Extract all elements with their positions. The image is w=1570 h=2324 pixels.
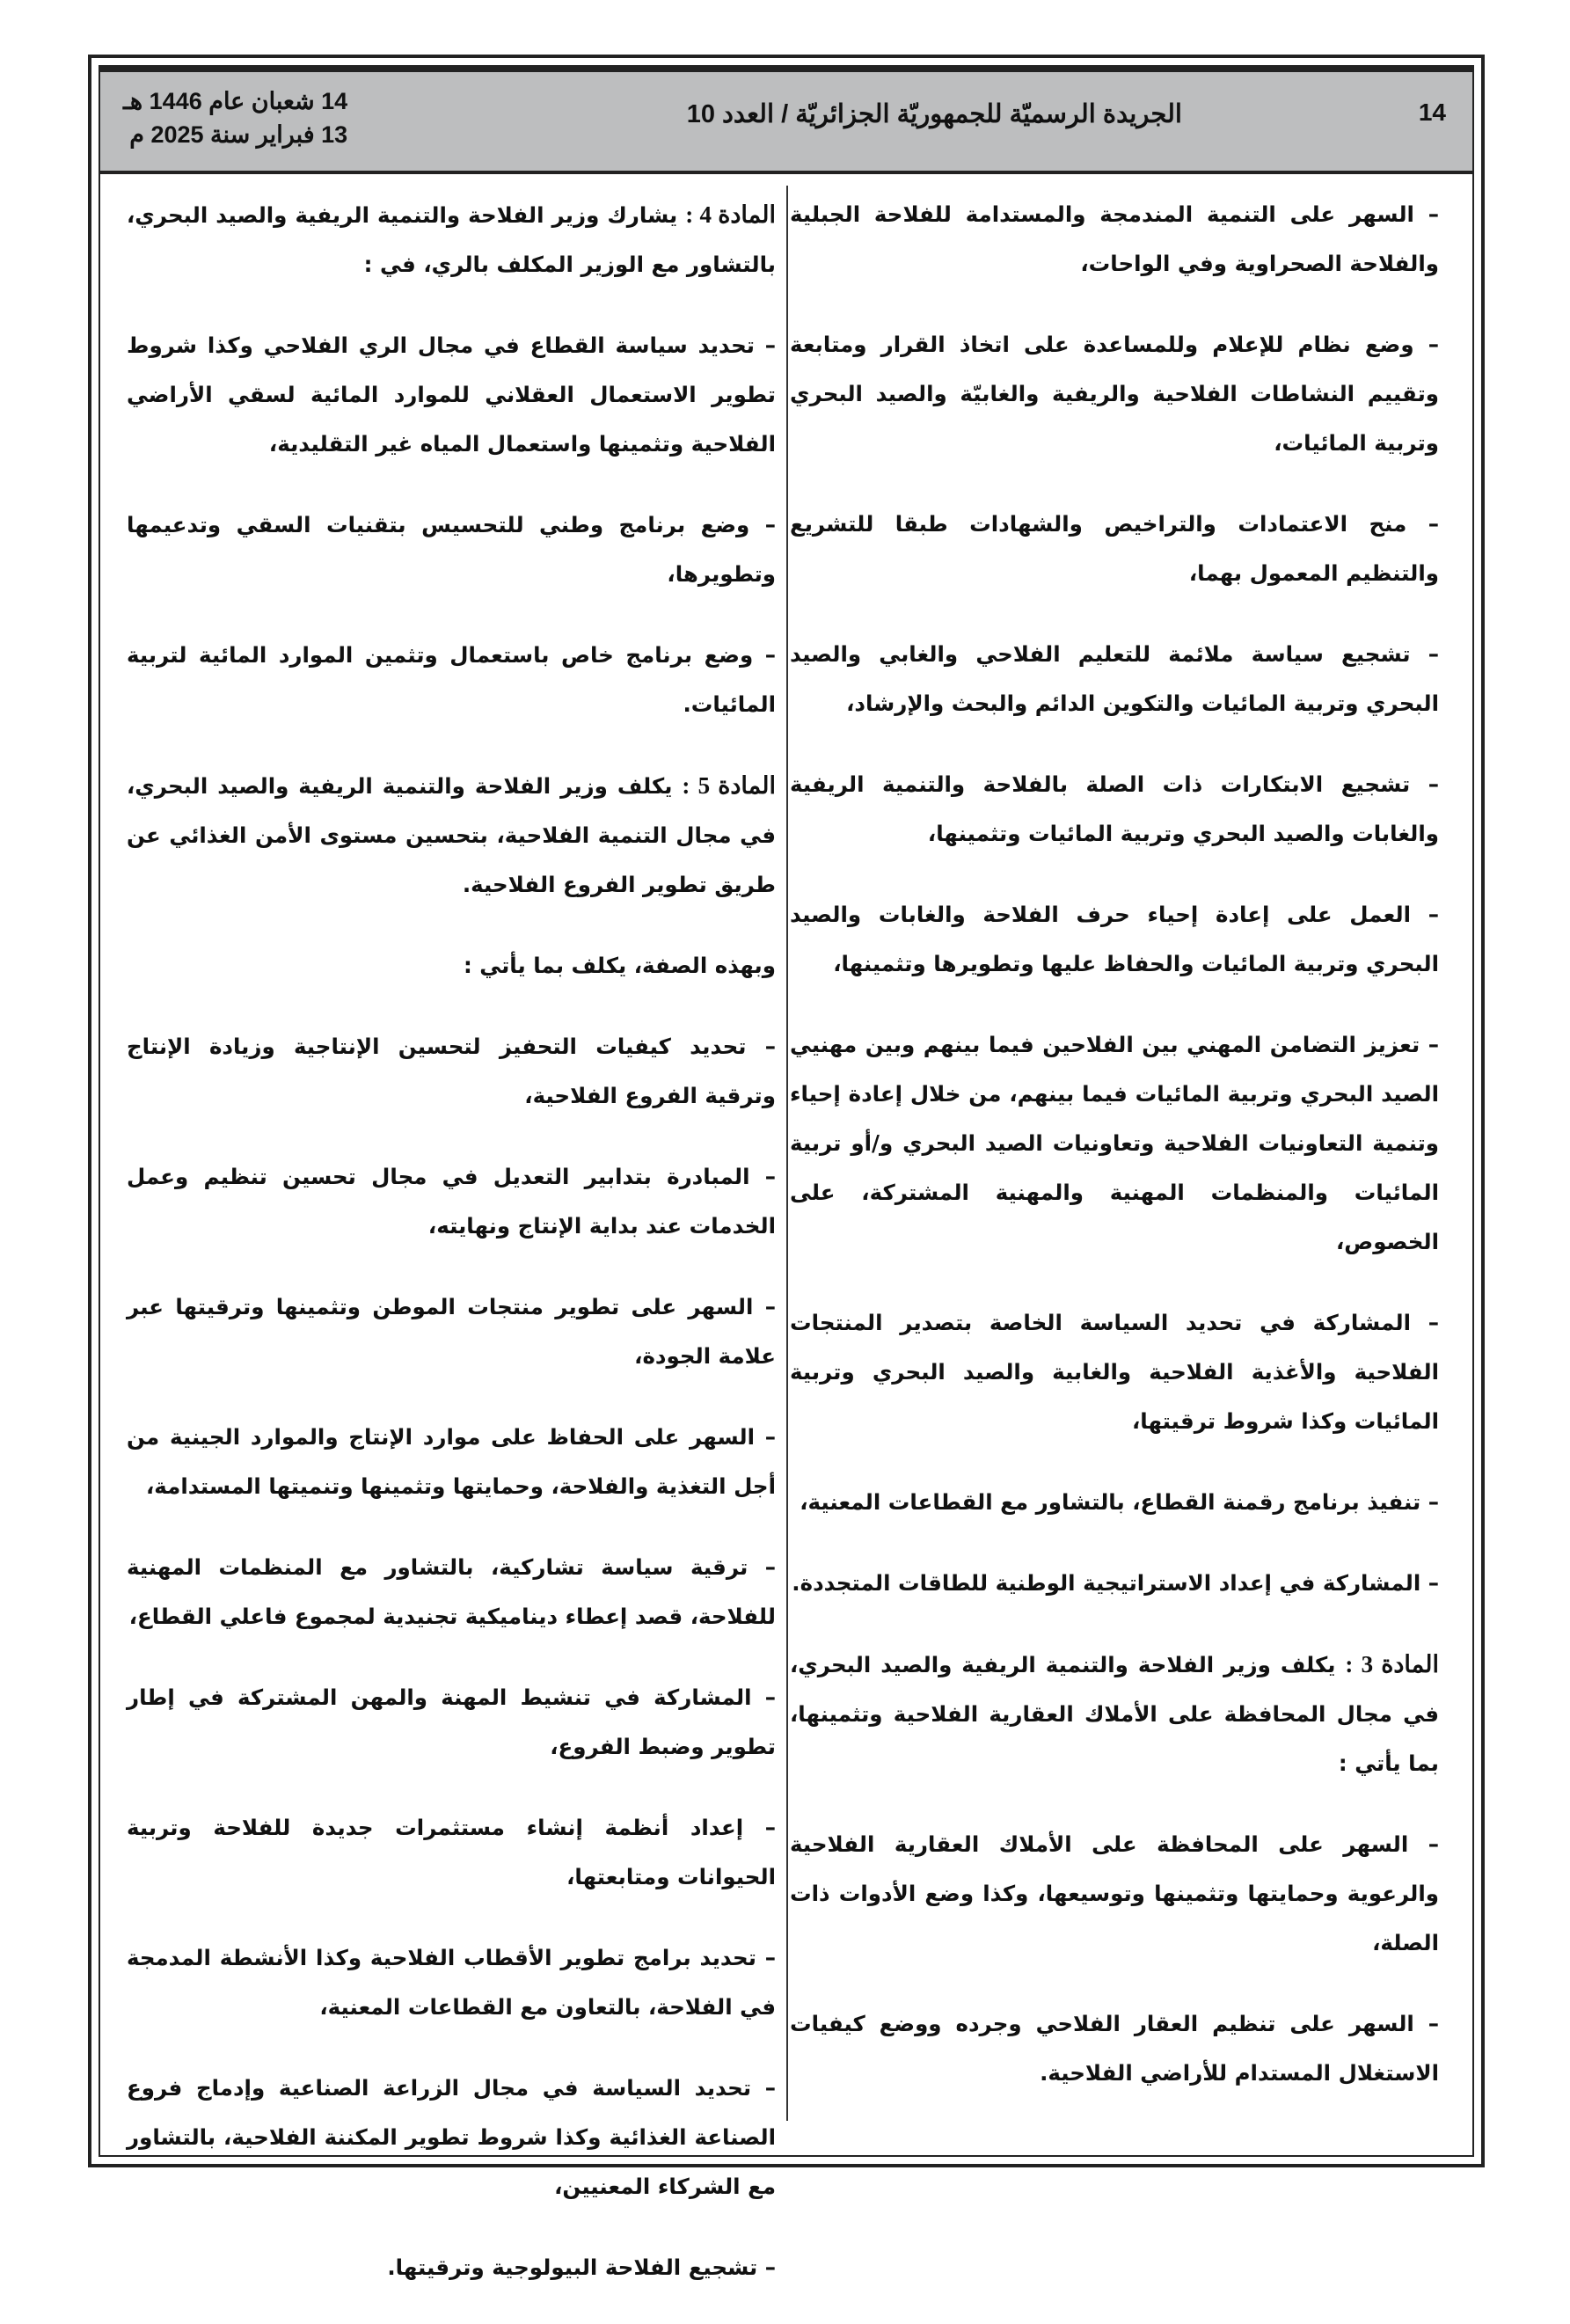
paragraph-text: – تشجيع سياسة ملائمة للتعليم الفلاحي والغابي والصيد البحري وتربية المائيات والتكوين الدائم والبحث والإرشاد، [790, 641, 1439, 716]
paragraph-text: – ترقية سياسة تشاركية، بالتشاور مع المنظمات المهنية للفلاحة، قصد إعطاء ديناميكية تجنيدية لمجموع فاعلي القطاع، [127, 1554, 776, 1629]
paragraph-text: – وضع نظام للإعلام وللمساعدة على اتخاذ القرار ومتابعة وتقييم النشاطات الفلاحية والريفية والغابيّة والصيد البحري وتربية المائيات، [790, 332, 1439, 456]
list-item [127, 1543, 776, 1641]
list-item [127, 501, 776, 599]
paragraph-text: – تشجيع الابتكارات ذات الصلة بالفلاحة والتنمية الريفية والغابات والصيد البحري وتربية المائيات وتثمينها، [790, 771, 1439, 846]
list-item [127, 2064, 776, 2211]
paragraph-text: – المبادرة بتدابير التعديل في مجال تحسين تنظيم وعمل الخدمات عند بداية الإنتاج ونهايته، [127, 1164, 776, 1239]
page-number: 14 [1418, 99, 1446, 126]
gazette-header [100, 67, 1472, 174]
list-item [790, 320, 1439, 468]
list-item [127, 1673, 776, 1772]
list-item [790, 500, 1439, 598]
paragraph-text: – إعداد أنظمة إنشاء مستثمرات جديدة للفلاحة وتربية الحيوانات ومتابعتها، [127, 1815, 776, 1889]
paragraph-text: – المشاركة في تنشيط المهنة والمهن المشتركة في إطار تطوير وضبط الفروع، [127, 1685, 776, 1759]
list-item [127, 1933, 776, 2032]
gazette-title: الجريدة الرسميّة للجمهوريّة الجزائريّة / العدد 10 [686, 100, 1182, 128]
list-item [127, 1413, 776, 1511]
list-item [790, 190, 1439, 289]
list-item [790, 1020, 1439, 1267]
list-item [790, 1559, 1439, 1608]
article-paragraph [127, 190, 776, 289]
paragraph-text: – السهر على المحافظة على الأملاك العقارية الفلاحية والرعوية وحمايتها وتثمينها وتوسيعها، وكذا وضع الأدوات ذات الصلة، [790, 1831, 1439, 1955]
article-label: المادة 3 : [1345, 1651, 1439, 1677]
column-divider [786, 186, 788, 2121]
article-paragraph [127, 761, 776, 910]
paragraph-text: – السهر على التنمية المندمجة والمستدامة للفلاحة الجبلية والفلاحة الصحراوية وفي الواحات، [790, 201, 1439, 276]
paragraph-text: – السهر على الحفاظ على موارد الإنتاج والموارد الجينية من أجل التغذية والفلاحة، وحمايتها وتثمينها وتنميتها المستدامة، [127, 1424, 776, 1499]
paragraph-text: يكلف وزير الفلاحة والتنمية الريفية والصيد البحري، في مجال التنمية الفلاحية، بتحسين مستوى الأمن الغذائي عن طريق تطوير الفروع الفلاحية. [127, 773, 776, 897]
paragraph-text: – المشاركة في تحديد السياسة الخاصة بتصدير المنتجات الفلاحية والأغذية الفلاحية والغابية والصيد البحري وتربية المائيات وكذا شروط ترقيتها، [790, 1310, 1439, 1434]
paragraph-text: – تحديد السياسة في مجال الزراعة الصناعية وإدماج فروع الصناعة الغذائية وكذا شروط تطوير المكننة الفلاحية، بالتشاور مع الشركاء المعنيين، [127, 2075, 776, 2199]
paragraph-text: – السهر على تطوير منتجات الموطن وتثمينها وترقيتها عبر علامة الجودة، [127, 1294, 776, 1369]
article-paragraph [790, 1640, 1439, 1788]
page-frame [88, 55, 1485, 2280]
paragraph-text: يشارك وزير الفلاحة والتنمية الريفية والصيد البحري، بالتشاور مع الوزير المكلف بالري، في : [127, 202, 776, 277]
paragraph-text: – تشجيع الفلاحة البيولوجية وترقيتها. [387, 2255, 776, 2280]
list-item [790, 630, 1439, 728]
list-item [127, 1022, 776, 1121]
left-column [127, 190, 776, 2324]
paragraph-text: يكلف وزير الفلاحة والتنمية الريفية والصيد البحري، في مجال المحافظة على الأملاك العقارية الفلاحية وتثمينها، بما يأتي : [790, 1652, 1439, 1776]
paragraph-text: – تحديد سياسة القطاع في مجال الري الفلاحي وكذا شروط تطوير الاستعمال العقلاني للموارد المائية لسقي الأراضي الفلاحية وتثمينها واستعمال المياه غير التقليدية، [127, 333, 776, 457]
list-item [790, 760, 1439, 859]
article-label: المادة 5 : [682, 772, 776, 799]
paragraph-text: – تنفيذ برنامج رقمنة القطاع، بالتشاور مع القطاعات المعنية، [800, 1489, 1439, 1515]
paragraph-text: – المشاركة في إعداد الاستراتيجية الوطنية للطاقات المتجددة. [792, 1570, 1439, 1596]
paragraph-text: – تحديد برامج تطوير الأقطاب الفلاحية وكذا الأنشطة المدمجة في الفلاحة، بالتعاون مع القطاعات المعنية، [127, 1945, 776, 2020]
list-item [790, 1999, 1439, 2098]
list-item [127, 321, 776, 469]
list-item [127, 1152, 776, 1251]
page-inner-frame [99, 65, 1474, 2280]
list-item [127, 631, 776, 729]
paragraph-text: – السهر على تنظيم العقار الفلاحي وجرده ووضع كيفيات الاستغلال المستدام للأراضي الفلاحية. [790, 2011, 1439, 2086]
article-label: المادة 4 : [685, 201, 776, 228]
list-item [790, 890, 1439, 989]
paragraph-text: – منح الاعتمادات والتراخيص والشهادات طبقا للتشريع والتنظيم المعمول بهما، [790, 511, 1439, 586]
paragraph-text: – وضع برنامج وطني للتحسيس بتقنيات السقي وتدعيمها وتطويرها، [127, 512, 776, 587]
issue-date [123, 84, 347, 151]
date-hijri: 14 شعبان عام 1446 هـ [123, 88, 348, 114]
list-item [790, 1820, 1439, 1968]
list-item [127, 1283, 776, 1381]
paragraph-text: وبهذه الصفة، يكلف بما يأتي : [463, 953, 776, 978]
list-item [127, 2243, 776, 2292]
list-item [127, 1803, 776, 1902]
paragraph-text: – تعزيز التضامن المهني بين الفلاحين فيما بينهم وبين مهنيي الصيد البحري وتربية المائيات فيما بينهم، من خلال إعادة إحياء وتنمية التعاونيات الفلاحية وتعاونيات الصيد البحري و/أو تربية المائيات والمنظمات المهنية والمهنية المشتركة، على الخصوص، [790, 1032, 1439, 1254]
right-column [790, 190, 1439, 2130]
paragraph-text: – وضع برنامج خاص باستعمال وتثمين الموارد المائية لتربية المائيات. [127, 642, 776, 717]
list-item [127, 941, 776, 990]
list-item [790, 1478, 1439, 1527]
paragraph-text: – تحديد كيفيات التحفيز لتحسين الإنتاجية وزيادة الإنتاج وترقية الفروع الفلاحية، [127, 1034, 776, 1108]
date-gregorian: 13 فبراير سنة 2025 م [129, 121, 348, 148]
list-item [790, 1298, 1439, 1446]
paragraph-text: – العمل على إعادة إحياء حرف الفلاحة والغابات والصيد البحري وتربية المائيات والحفاظ عليها وتطويرها وتثمينها، [790, 902, 1439, 976]
